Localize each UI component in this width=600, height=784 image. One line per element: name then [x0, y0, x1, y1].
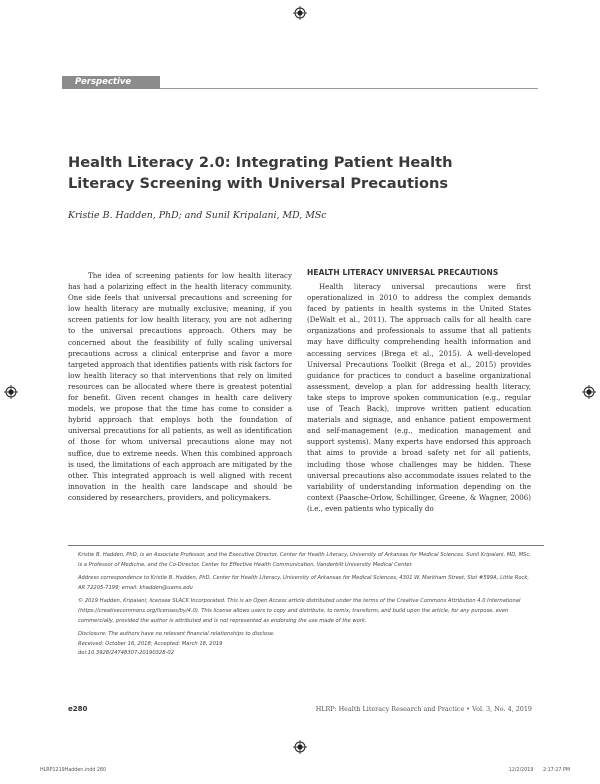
print-slug-filename: HLRP1219Hadden.indd 280 — [40, 768, 107, 773]
section-heading: HEALTH LITERACY UNIVERSAL PRECAUTIONS — [307, 268, 499, 277]
footnote-disclosure: Disclosure: The authors have no relevant financial relationships to disclose. — [78, 631, 275, 638]
registration-mark-bottom — [293, 740, 307, 754]
footnote-affiliations: Kristie B. Hadden, PhD, is an Associate Professor, and the Executive Director, Center for Health Literacy, University of Arkansas for Medical Sciences. Sunil Kripalani, MD, MSc, is a Professor of Medicine, and the Co-Director, Center for Effective Health Communication, Vanderbilt University Medical Center. — [78, 552, 531, 568]
registration-mark-right — [582, 385, 596, 399]
footnotes — [68, 551, 536, 659]
article-title: Health Literacy 2.0: Integrating Patient Health Literacy Screening with Universal Precautions — [68, 154, 453, 192]
footnote-correspondence: Address correspondence to Kristie B. Hadden, PhD, Center for Health Literacy, University of Arkansas for Medical Sciences, 4301 W. Markham Street, Slot #599A, Little Rock, AR 72205-7199; email: khadden@uams.edu — [78, 575, 530, 591]
print-slug-date: 12/2/2019 — [508, 768, 534, 773]
footnote-copyright: © 2019 Hadden, Kripalani; licensee SLACK Incorporated. This is an Open Access article distributed under the terms of the Creative Commons Attribution 4.0 International (https://creativecommons.org/licenses/by/4.0). This license allows users to copy and distribute, to remix, transform, and build upon the article, for any purpose, even commercially, provided the author is attributed and is not represented as endorsing the use made of the work. — [78, 598, 521, 624]
journal-footer: HLRP: Health Literacy Research and Practice • Vol. 3, No. 4, 2019 — [315, 705, 532, 713]
print-slug-timestamp — [501, 768, 570, 773]
footnote-rule — [68, 545, 544, 546]
footnote-doi: doi:10.3928/24748307-20190328-02 — [78, 650, 175, 657]
registration-mark-left — [4, 385, 18, 399]
section-body: Health literacy universal precautions were first operationalized in 2010 to address the complex demands faced by patients in health systems in the United States (DeWalt et al., 2011). The approach calls for all health care organizations and professionals to assume that all patients may have difficulty comprehending health information and accessing services (Brega et al., 2015). A well-developed Universal Precautions Toolkit (Brega et al., 2015) provides guidance for practices to conduct a baseline organizational assessment, develop a plan for addressing health literacy, take steps to improve spoken communication (e.g., regular use of Teach Back), improve written patient education materials and signage, and enhance patient empowerment and self-management (e.g., medication management and support systems). Many experts have endorsed this approach that aims to provide a broad safety net for all patients, including those whose challenges may be hidden. These universal precautions also accommodate issues related to the variability of understanding information depending on the context (Paasche-Orlow, Schillinger, Greene, & Wagner, 2006) (i.e., even patients who typically do — [307, 282, 531, 513]
abstract-paragraph: The idea of screening patients for low health literacy has had a polarizing effect in the health literacy community. One side feels that universal precautions and screening for low health literacy are mutually exclusive; meaning, if you screen patients for low health literacy, you are not adhering to the universal precautions approach. Others may be concerned about the feasibility of fully scaling universal precautions across a clinical enterprise and favor a more targeted approach that identifies patients with risk factors for low health literacy so that interventions that rely on limited resources can be allocated where there is greatest potential for benefit. Given recent changes in health care delivery models, we propose that the time has come to consider a hybrid approach that employs both the foundation of universal precautions for all patients, as well as identification of those for whom universal precautions alone may not suffice, due to extreme needs. When this combined approach is used, the limitations of each approach are mitigated by the other. This integrated approach is well aligned with recent innovation in the health care landscape and should be considered by researchers, providers, and policymakers. — [68, 271, 292, 502]
section-tab: Perspective — [62, 76, 160, 89]
footnote-dates: Received: October 16, 2018; Accepted: March 18, 2019 — [78, 640, 223, 647]
page-number: e280 — [68, 705, 88, 713]
article-authors: Kristie B. Hadden, PhD; and Sunil Kripalani, MD, MSc — [68, 210, 327, 221]
print-slug-time: 2:17:27 PM — [542, 768, 570, 773]
registration-mark-top — [293, 6, 307, 20]
